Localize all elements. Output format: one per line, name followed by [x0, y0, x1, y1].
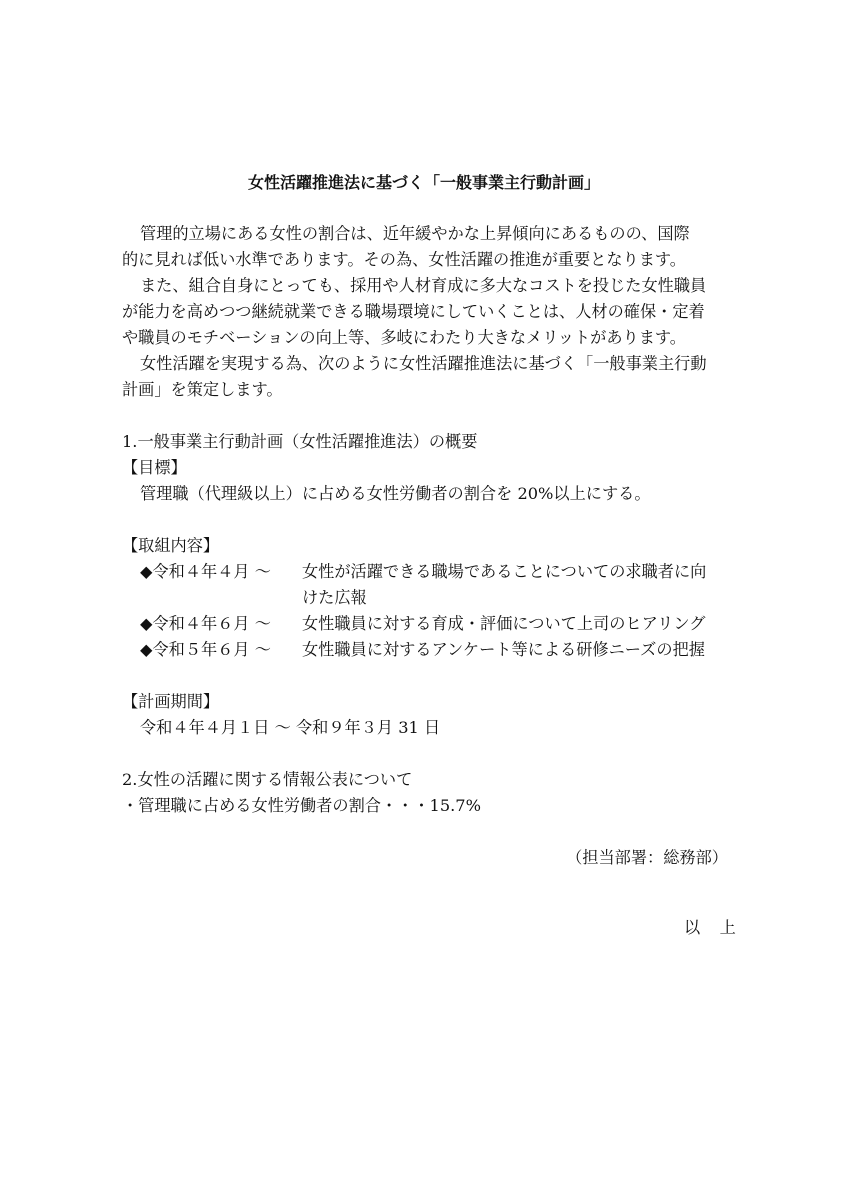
goal-text: 管理職（代理級以上）に占める女性労働者の割合を 20%以上にする。: [140, 484, 651, 503]
action-item-3: [140, 637, 705, 663]
department-note: （担当部署：総務部）: [566, 848, 728, 867]
action-item-1-continued: けた広報: [302, 588, 367, 607]
document-conclusion: 以上: [684, 918, 756, 937]
intro-line-2: 的に見れば低い水準であります。その為、女性活躍の推進が重要となります。: [122, 250, 686, 269]
section1-heading: 1.一般事業主行動計画（女性活躍推進法）の概要: [122, 432, 478, 451]
action-item-2: [140, 611, 705, 637]
intro-line-3: また、組合自身にとっても、採用や人材育成に多大なコストを投じた女性職員: [140, 276, 707, 295]
action-date: ◆令和４年４月 ～: [140, 562, 271, 581]
document-title: 女性活躍推進法に基づく「一般事業主行動計画」: [247, 173, 600, 192]
intro-line-7: 計画」を策定します。: [122, 380, 283, 399]
goal-label: 【目標】: [122, 458, 187, 477]
section2-heading: 2.女性の活躍に関する情報公表について: [122, 770, 413, 789]
intro-line-6: 女性活躍を実現する為、次のように女性活躍推進法に基づく「一般事業主行動: [140, 354, 707, 373]
action-date: ◆令和４年６月 ～: [140, 614, 271, 633]
action-text: 女性が活躍できる職場であることについての求職者に向: [302, 562, 707, 581]
action-text: 女性職員に対するアンケート等による研修ニーズの把握: [302, 640, 705, 659]
period-text: 令和４年４月１日 ～ 令和９年３月 31 日: [140, 718, 441, 737]
period-label: 【計画期間】: [122, 692, 220, 711]
actions-label: 【取組内容】: [122, 536, 220, 555]
action-item-1: [140, 559, 706, 585]
action-text: 女性職員に対する育成・評価について上司のヒアリング: [302, 614, 706, 633]
section2-item: ・管理職に占める女性労働者の割合・・・15.7%: [122, 796, 481, 815]
intro-line-5: や職員のモチベーションの向上等、多岐にわたり大きなメリットがあります。: [122, 328, 686, 347]
intro-line-4: が能力を高めつつ継続就業できる職場環境にしていくことは、人材の確保・定着: [122, 302, 705, 321]
intro-line-1: 管理的立場にある女性の割合は、近年緩やかな上昇傾向にあるものの、国際: [140, 224, 690, 243]
action-date: ◆令和５年６月 ～: [140, 640, 271, 659]
